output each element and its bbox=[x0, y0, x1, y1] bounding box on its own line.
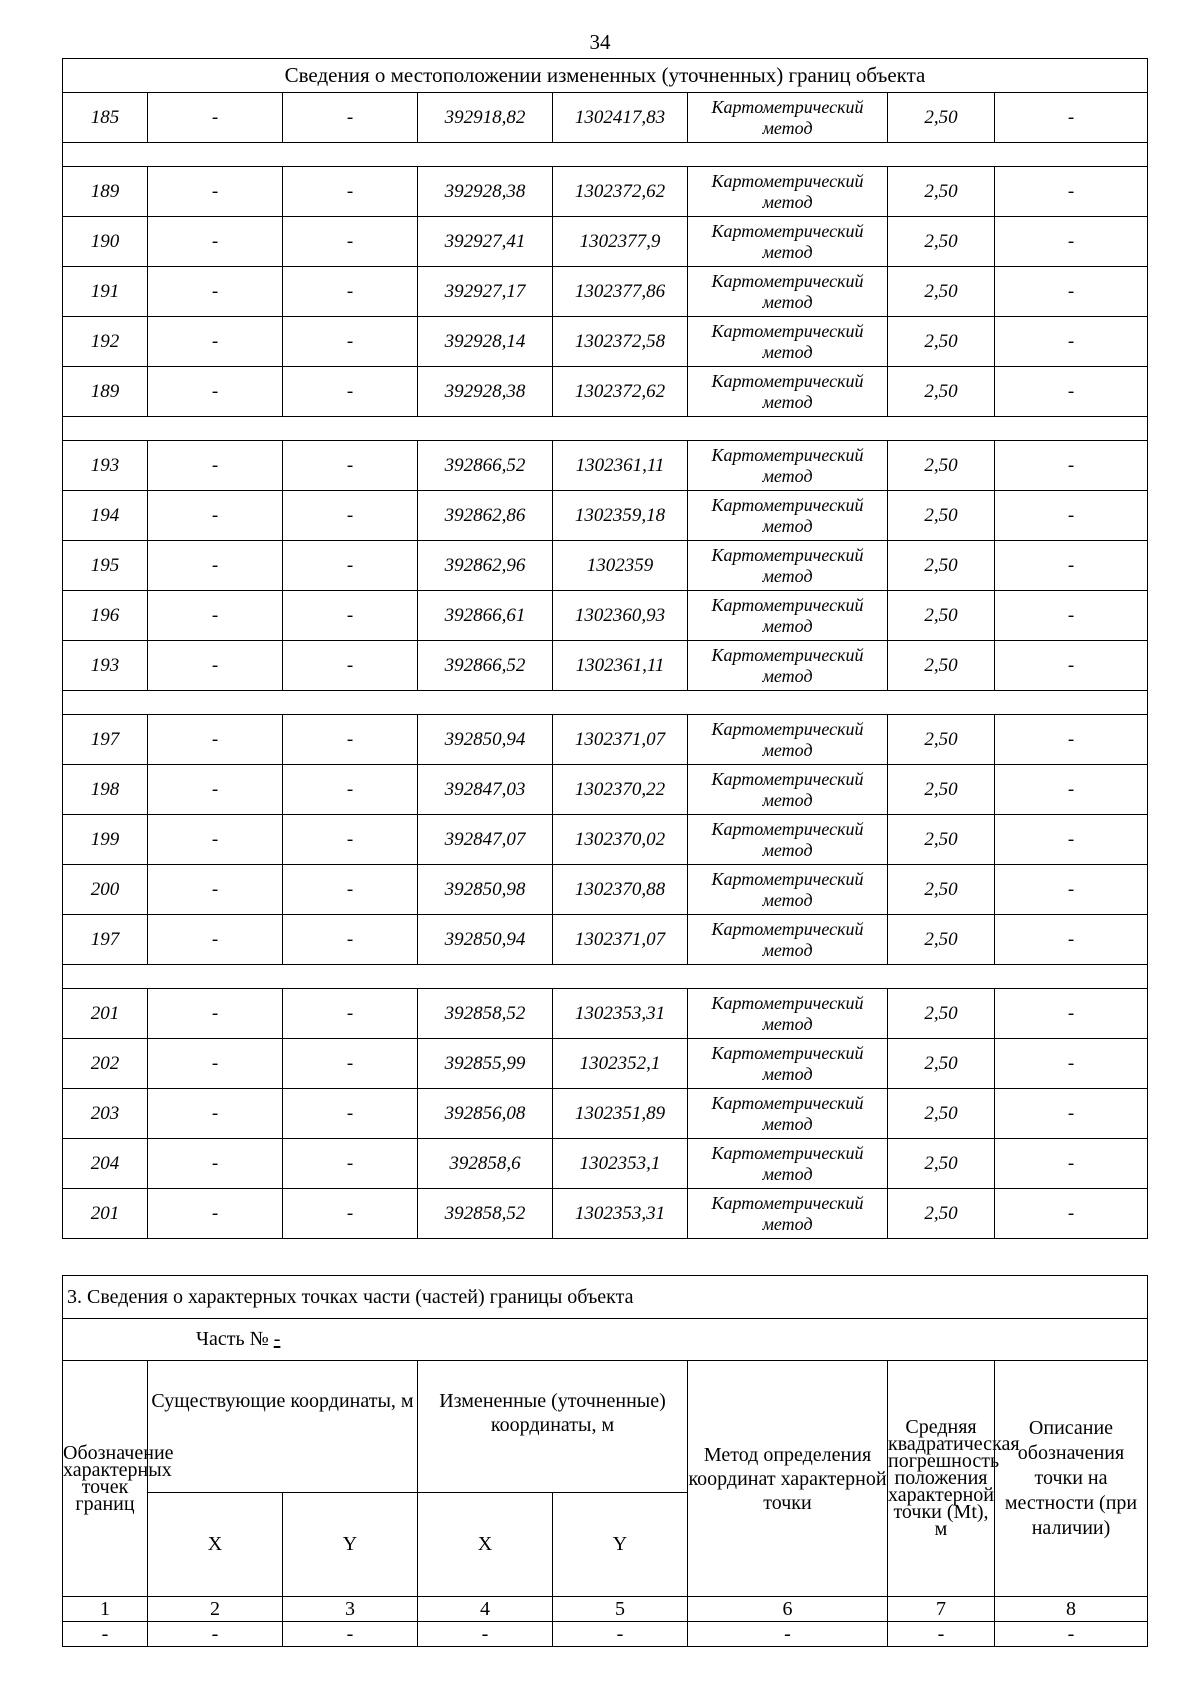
y-new: 1302361,11 bbox=[553, 641, 688, 691]
y-new: 1302372,62 bbox=[553, 367, 688, 417]
accuracy: 2,50 bbox=[888, 267, 995, 317]
description: - bbox=[995, 765, 1148, 815]
x-existing: - bbox=[148, 641, 283, 691]
description: - bbox=[995, 1039, 1148, 1089]
x-new: 392858,52 bbox=[418, 989, 553, 1039]
x-new: 392847,07 bbox=[418, 815, 553, 865]
separator-cell bbox=[63, 965, 1148, 989]
description: - bbox=[995, 1139, 1148, 1189]
method: Картометрический метод bbox=[688, 491, 888, 541]
x-new: 392856,08 bbox=[418, 1089, 553, 1139]
description: - bbox=[995, 367, 1148, 417]
table-row bbox=[63, 367, 1148, 417]
method: Картометрический метод bbox=[688, 317, 888, 367]
y-new: 1302370,88 bbox=[553, 865, 688, 915]
method: Картометрический метод bbox=[688, 93, 888, 143]
description: - bbox=[995, 641, 1148, 691]
method: Картометрический метод bbox=[688, 591, 888, 641]
y-existing: - bbox=[283, 441, 418, 491]
coordinates-table bbox=[62, 58, 1148, 1239]
x-existing: - bbox=[148, 715, 283, 765]
x-new: 392858,52 bbox=[418, 1189, 553, 1239]
point-number: 200 bbox=[63, 865, 148, 915]
method: Картометрический метод bbox=[688, 541, 888, 591]
description: - bbox=[995, 715, 1148, 765]
accuracy: 2,50 bbox=[888, 815, 995, 865]
separator-cell bbox=[63, 691, 1148, 715]
table-row bbox=[63, 1089, 1148, 1139]
description: - bbox=[995, 93, 1148, 143]
section-title: Сведения о местоположении измененных (уточненных) границ объекта bbox=[63, 59, 1148, 93]
x-new: 392847,03 bbox=[418, 765, 553, 815]
x-existing: - bbox=[148, 441, 283, 491]
x-new: 392928,38 bbox=[418, 367, 553, 417]
cell-value: - bbox=[995, 1622, 1148, 1647]
group-separator bbox=[63, 417, 1148, 441]
method: Картометрический метод bbox=[688, 815, 888, 865]
accuracy: 2,50 bbox=[888, 715, 995, 765]
header-point-designation: Обозначение характерных точек границ bbox=[63, 1361, 148, 1597]
x-existing: - bbox=[148, 865, 283, 915]
x-new: 392858,6 bbox=[418, 1139, 553, 1189]
table-row bbox=[63, 915, 1148, 965]
x-new: 392866,52 bbox=[418, 641, 553, 691]
x-existing: - bbox=[148, 1139, 283, 1189]
point-number: 194 bbox=[63, 491, 148, 541]
part-number: - bbox=[273, 1328, 281, 1350]
table-row bbox=[63, 1139, 1148, 1189]
y-existing: - bbox=[283, 865, 418, 915]
point-number: 189 bbox=[63, 367, 148, 417]
accuracy: 2,50 bbox=[888, 367, 995, 417]
column-number: 7 bbox=[888, 1597, 995, 1622]
method: Картометрический метод bbox=[688, 441, 888, 491]
y-existing: - bbox=[283, 93, 418, 143]
x-existing: - bbox=[148, 491, 283, 541]
table-row bbox=[63, 217, 1148, 267]
accuracy: 2,50 bbox=[888, 989, 995, 1039]
header-method: Метод определения координат характерной точки bbox=[688, 1361, 888, 1597]
header-description: Описание обозначения точки на местности (при наличии) bbox=[995, 1361, 1148, 1597]
cell-value: - bbox=[553, 1622, 688, 1647]
y-existing: - bbox=[283, 1089, 418, 1139]
section3-title: 3. Сведения о характерных точках части (частей) границы объекта bbox=[63, 1276, 1148, 1319]
table-row bbox=[63, 641, 1148, 691]
method: Картометрический метод bbox=[688, 915, 888, 965]
description: - bbox=[995, 441, 1148, 491]
accuracy: 2,50 bbox=[888, 1039, 995, 1089]
table-row bbox=[63, 267, 1148, 317]
point-number: 195 bbox=[63, 541, 148, 591]
y-new: 1302359 bbox=[553, 541, 688, 591]
y-new: 1302353,31 bbox=[553, 989, 688, 1039]
x-existing: - bbox=[148, 765, 283, 815]
y-new: 1302370,02 bbox=[553, 815, 688, 865]
description: - bbox=[995, 217, 1148, 267]
header-x-existing: X bbox=[148, 1493, 283, 1597]
y-existing: - bbox=[283, 815, 418, 865]
header-accuracy: Средняя квадратическая погрешность положения характерной точки (Mt), м bbox=[888, 1361, 995, 1597]
x-existing: - bbox=[148, 541, 283, 591]
point-number: 199 bbox=[63, 815, 148, 865]
point-number: 193 bbox=[63, 441, 148, 491]
accuracy: 2,50 bbox=[888, 491, 995, 541]
section3-title-row bbox=[63, 1276, 1148, 1319]
y-existing: - bbox=[283, 989, 418, 1039]
x-new: 392850,98 bbox=[418, 865, 553, 915]
x-new: 392862,96 bbox=[418, 541, 553, 591]
x-new: 392850,94 bbox=[418, 915, 553, 965]
accuracy: 2,50 bbox=[888, 765, 995, 815]
accuracy: 2,50 bbox=[888, 1139, 995, 1189]
x-existing: - bbox=[148, 989, 283, 1039]
column-number: 4 bbox=[418, 1597, 553, 1622]
table-row bbox=[63, 1189, 1148, 1239]
x-new: 392855,99 bbox=[418, 1039, 553, 1089]
y-new: 1302372,58 bbox=[553, 317, 688, 367]
y-new: 1302377,86 bbox=[553, 267, 688, 317]
method: Картометрический метод bbox=[688, 267, 888, 317]
y-existing: - bbox=[283, 491, 418, 541]
group-separator bbox=[63, 143, 1148, 167]
description: - bbox=[995, 167, 1148, 217]
y-existing: - bbox=[283, 1039, 418, 1089]
point-number: 204 bbox=[63, 1139, 148, 1189]
x-new: 392918,82 bbox=[418, 93, 553, 143]
y-existing: - bbox=[283, 541, 418, 591]
accuracy: 2,50 bbox=[888, 541, 995, 591]
x-new: 392866,61 bbox=[418, 591, 553, 641]
y-existing: - bbox=[283, 217, 418, 267]
point-number: 190 bbox=[63, 217, 148, 267]
part-label: Часть № bbox=[196, 1328, 269, 1350]
y-existing: - bbox=[283, 591, 418, 641]
x-existing: - bbox=[148, 167, 283, 217]
cell-value: - bbox=[283, 1622, 418, 1647]
accuracy: 2,50 bbox=[888, 1189, 995, 1239]
page-number: 34 bbox=[589, 30, 611, 54]
y-new: 1302370,22 bbox=[553, 765, 688, 815]
description: - bbox=[995, 989, 1148, 1039]
separator-cell bbox=[63, 143, 1148, 167]
method: Картометрический метод bbox=[688, 641, 888, 691]
x-existing: - bbox=[148, 217, 283, 267]
parts-data-row bbox=[63, 1622, 1148, 1647]
y-existing: - bbox=[283, 367, 418, 417]
y-existing: - bbox=[283, 915, 418, 965]
table-row bbox=[63, 865, 1148, 915]
x-existing: - bbox=[148, 267, 283, 317]
point-number: 193 bbox=[63, 641, 148, 691]
method: Картометрический метод bbox=[688, 217, 888, 267]
point-number: 201 bbox=[63, 989, 148, 1039]
point-number: 203 bbox=[63, 1089, 148, 1139]
method: Картометрический метод bbox=[688, 715, 888, 765]
description: - bbox=[995, 591, 1148, 641]
y-new: 1302351,89 bbox=[553, 1089, 688, 1139]
y-new: 1302360,93 bbox=[553, 591, 688, 641]
description: - bbox=[995, 317, 1148, 367]
point-number: 185 bbox=[63, 93, 148, 143]
method: Картометрический метод bbox=[688, 167, 888, 217]
x-new: 392928,14 bbox=[418, 317, 553, 367]
point-number: 197 bbox=[63, 715, 148, 765]
column-number: 6 bbox=[688, 1597, 888, 1622]
x-existing: - bbox=[148, 317, 283, 367]
point-number: 198 bbox=[63, 765, 148, 815]
x-new: 392927,17 bbox=[418, 267, 553, 317]
column-number: 3 bbox=[283, 1597, 418, 1622]
method: Картометрический метод bbox=[688, 1139, 888, 1189]
y-existing: - bbox=[283, 765, 418, 815]
table-row bbox=[63, 1039, 1148, 1089]
x-new: 392927,41 bbox=[418, 217, 553, 267]
accuracy: 2,50 bbox=[888, 641, 995, 691]
y-existing: - bbox=[283, 267, 418, 317]
y-new: 1302377,9 bbox=[553, 217, 688, 267]
y-new: 1302353,31 bbox=[553, 1189, 688, 1239]
table-row bbox=[63, 441, 1148, 491]
x-new: 392850,94 bbox=[418, 715, 553, 765]
table-row bbox=[63, 317, 1148, 367]
header-changed-coords: Измененные (уточненные) координаты, м bbox=[418, 1361, 688, 1493]
header-y-existing: Y bbox=[283, 1493, 418, 1597]
cell-value: - bbox=[418, 1622, 553, 1647]
accuracy: 2,50 bbox=[888, 915, 995, 965]
cell-value: - bbox=[148, 1622, 283, 1647]
accuracy: 2,50 bbox=[888, 167, 995, 217]
x-existing: - bbox=[148, 367, 283, 417]
point-number: 201 bbox=[63, 1189, 148, 1239]
y-existing: - bbox=[283, 317, 418, 367]
x-existing: - bbox=[148, 1089, 283, 1139]
cell-value: - bbox=[63, 1622, 148, 1647]
accuracy: 2,50 bbox=[888, 1089, 995, 1139]
cell-value: - bbox=[688, 1622, 888, 1647]
method: Картометрический метод bbox=[688, 765, 888, 815]
table-row bbox=[63, 715, 1148, 765]
x-existing: - bbox=[148, 1189, 283, 1239]
description: - bbox=[995, 541, 1148, 591]
x-new: 392866,52 bbox=[418, 441, 553, 491]
cell-value: - bbox=[888, 1622, 995, 1647]
description: - bbox=[995, 491, 1148, 541]
x-existing: - bbox=[148, 915, 283, 965]
y-new: 1302361,11 bbox=[553, 441, 688, 491]
description: - bbox=[995, 915, 1148, 965]
method: Картометрический метод bbox=[688, 367, 888, 417]
column-number: 8 bbox=[995, 1597, 1148, 1622]
table-row bbox=[63, 167, 1148, 217]
y-new: 1302371,07 bbox=[553, 915, 688, 965]
y-existing: - bbox=[283, 167, 418, 217]
header-row-1 bbox=[63, 1361, 1148, 1493]
y-new: 1302359,18 bbox=[553, 491, 688, 541]
column-number: 1 bbox=[63, 1597, 148, 1622]
y-new: 1302372,62 bbox=[553, 167, 688, 217]
point-number: 202 bbox=[63, 1039, 148, 1089]
x-existing: - bbox=[148, 815, 283, 865]
description: - bbox=[995, 1189, 1148, 1239]
table-row bbox=[63, 591, 1148, 641]
y-existing: - bbox=[283, 715, 418, 765]
accuracy: 2,50 bbox=[888, 591, 995, 641]
point-number: 189 bbox=[63, 167, 148, 217]
y-existing: - bbox=[283, 1189, 418, 1239]
accuracy: 2,50 bbox=[888, 93, 995, 143]
point-number: 192 bbox=[63, 317, 148, 367]
table-row bbox=[63, 815, 1148, 865]
column-number: 5 bbox=[553, 1597, 688, 1622]
description: - bbox=[995, 815, 1148, 865]
separator-cell bbox=[63, 417, 1148, 441]
accuracy: 2,50 bbox=[888, 441, 995, 491]
accuracy: 2,50 bbox=[888, 865, 995, 915]
x-existing: - bbox=[148, 1039, 283, 1089]
column-number: 2 bbox=[148, 1597, 283, 1622]
header-y-changed: Y bbox=[553, 1493, 688, 1597]
y-existing: - bbox=[283, 1139, 418, 1189]
point-number: 196 bbox=[63, 591, 148, 641]
table-row bbox=[63, 93, 1148, 143]
group-separator bbox=[63, 691, 1148, 715]
x-new: 392928,38 bbox=[418, 167, 553, 217]
method: Картометрический метод bbox=[688, 865, 888, 915]
accuracy: 2,50 bbox=[888, 217, 995, 267]
method: Картометрический метод bbox=[688, 1039, 888, 1089]
description: - bbox=[995, 1089, 1148, 1139]
y-new: 1302352,1 bbox=[553, 1039, 688, 1089]
accuracy: 2,50 bbox=[888, 317, 995, 367]
point-number: 191 bbox=[63, 267, 148, 317]
point-number: 197 bbox=[63, 915, 148, 965]
description: - bbox=[995, 267, 1148, 317]
part-row bbox=[63, 1319, 1148, 1361]
group-separator bbox=[63, 965, 1148, 989]
description: - bbox=[995, 865, 1148, 915]
table-row bbox=[63, 491, 1148, 541]
parts-table bbox=[62, 1275, 1148, 1647]
column-numbers-row bbox=[63, 1597, 1148, 1622]
x-new: 392862,86 bbox=[418, 491, 553, 541]
table-row bbox=[63, 989, 1148, 1039]
x-existing: - bbox=[148, 591, 283, 641]
table-row bbox=[63, 541, 1148, 591]
table-row bbox=[63, 765, 1148, 815]
header-x-changed: X bbox=[418, 1493, 553, 1597]
method: Картометрический метод bbox=[688, 1189, 888, 1239]
method: Картометрический метод bbox=[688, 1089, 888, 1139]
y-new: 1302371,07 bbox=[553, 715, 688, 765]
y-new: 1302417,83 bbox=[553, 93, 688, 143]
x-existing: - bbox=[148, 93, 283, 143]
y-existing: - bbox=[283, 641, 418, 691]
y-new: 1302353,1 bbox=[553, 1139, 688, 1189]
section-title-row bbox=[63, 59, 1148, 93]
header-existing-coords: Существующие координаты, м bbox=[148, 1361, 418, 1493]
method: Картометрический метод bbox=[688, 989, 888, 1039]
